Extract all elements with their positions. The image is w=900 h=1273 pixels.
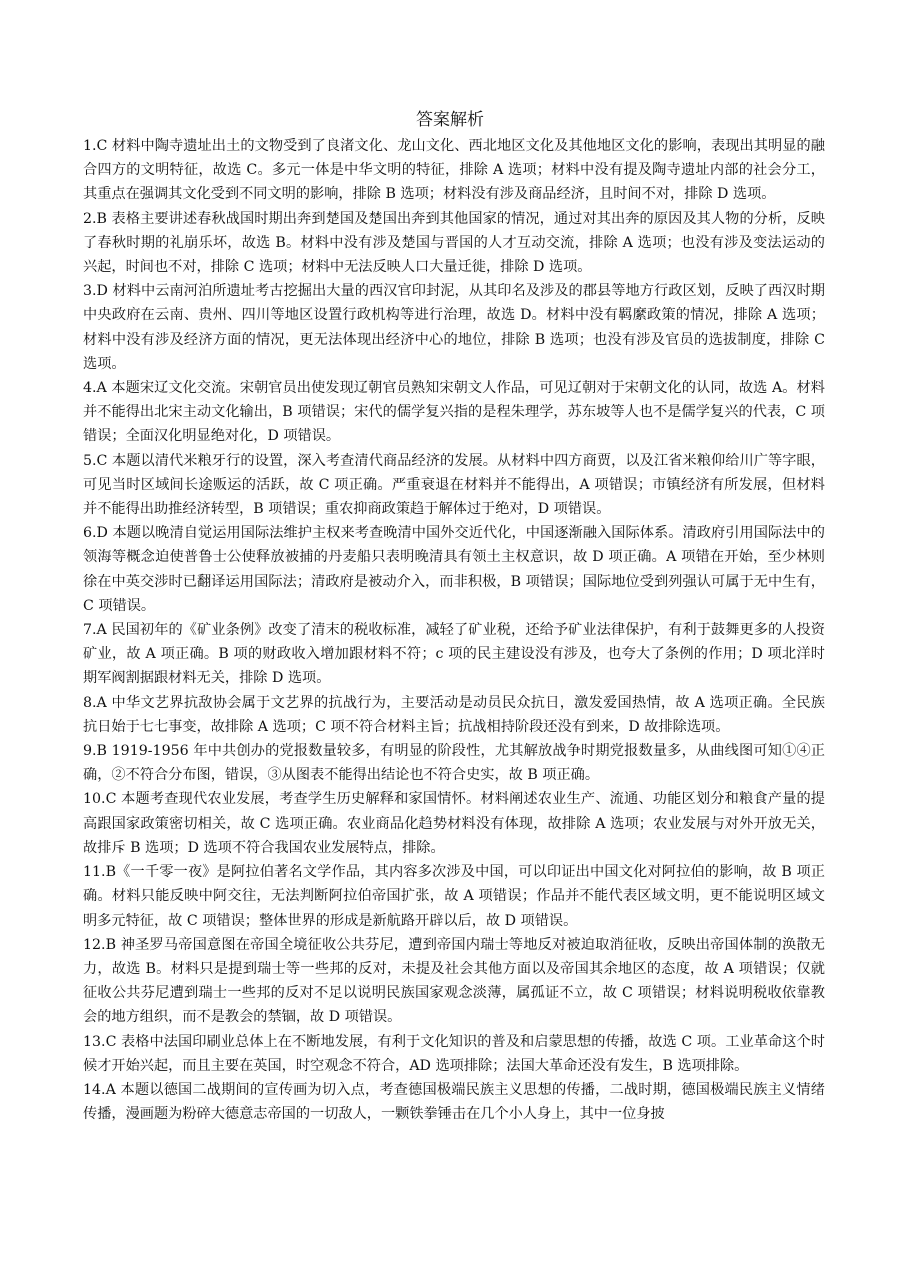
answer-item-3: 3.D 材料中云南河泊所遗址考古挖掘出大量的西汉官印封泥，从其印名及涉及的郡县等地方行政区划，反映了西汉时期中央政府在云南、贵州、四川等地区设置行政机构等进行治理，故选 D。材料中没有羁縻政策的情况，排除 A 选项；材料中没有涉及经济方面的情况，更无法体现出经济中心的地位，排除 B 选项；也没有涉及官员的选拔制度，排除 C 选项。	[83, 283, 825, 372]
answer-item-9: 9.B 1919-1956 年中共创办的党报数量较多，有明显的阶段性，尤其解放战争时期党报数量多，从曲线图可知①④正确，②不符合分布图，错误，③从图表不能得出结论也不符合史实，故 B 项正确。	[83, 743, 825, 784]
answer-item-1: 1.C 材料中陶寺遗址出土的文物受到了良渚文化、龙山文化、西北地区文化及其他地区文化的影响，表现出其明显的融合四方的文明特征，故选 C。多元一体是中华文明的特征，排除 A 选项；材料中没有提及陶寺遗址内部的社会分工，其重点在强调其文化受到不同文明的影响，排除 B 选项；材料没有涉及商品经济，且时间不对，排除 D 选项。	[83, 138, 825, 203]
page-title: 答案解析	[416, 110, 484, 130]
answer-item-2: 2.B 表格主要讲述春秋战国时期出奔到楚国及楚国出奔到其他国家的情况，通过对其出奔的原因及其人物的分析，反映了春秋时期的礼崩乐坏，故选 B。材料中没有涉及楚国与晋国的人才互动交流，排除 A 选项；也没有涉及变法运动的兴起，时间也不对，排除 C 选项；材料中无法反映人口大量迁徙，排除 D 选项。	[83, 210, 825, 276]
answer-item-11: 11.B《一千零一夜》是阿拉伯著名文学作品，其内容多次涉及中国，可以印证出中国文化对阿拉伯的影响，故 B 项正确。材料只能反映中阿交往，无法判断阿拉伯帝国扩张，故 A 项错误；作品并不能代表区域文明，更不能说明区域文明多元特征，故 C 项错误；整体世界的形成是新航路开辟以后，故 D 项错误。	[83, 864, 825, 929]
answer-item-4: 4.A 本题宋辽文化交流。宋朝官员出使发现辽朝官员熟知宋朝文人作品，可见辽朝对于宋朝文化的认同，故选 A。材料并不能得出北宋主动文化输出，B 项错误；宋代的儒学复兴指的是程朱理学，苏东坡等人也不是儒学复兴的代表，C 项错误；全面汉化明显绝对化，D 项错误。	[83, 380, 825, 445]
answer-item-7: 7.A 民国初年的《矿业条例》改变了清末的税收标准，减轻了矿业税，还给予矿业法律保护，有利于鼓舞更多的人投资矿业，故 A 项正确。B 项的财政收入增加跟材料不符；c 项的民主建设没有涉及，也夸大了条例的作用；D 项北洋时期军阀割据跟材料无关，排除 D 选项。	[83, 622, 825, 687]
answer-item-8: 8.A 中华文艺界抗敌协会属于文艺界的抗战行为，主要活动是动员民众抗日，激发爱国热情，故 A 选项正确。全民族抗日始于七七事变，故排除 A 选项；C 项不符合材料主旨；抗战相持阶段还没有到来，D 故排除选项。	[83, 694, 825, 735]
answer-item-10: 10.C 本题考查现代农业发展，考查学生历史解释和家国情怀。材料阐述农业生产、流通、功能区划分和粮食产量的提高跟国家政策密切相关，故 C 选项正确。农业商品化趋势材料没有体现，故排除 A 选项；农业发展与对外开放无关，故排斥 B 选项；D 选项不符合我国农业发展特点，排除。	[83, 791, 825, 856]
answer-item-6: 6.D 本题以晚清自觉运用国际法维护主权来考查晚清中国外交近代化，中国逐渐融入国际体系。清政府引用国际法中的领海等概念迫使普鲁士公使释放被捕的丹麦船只表明晚清具有领土主权意识，故 D 项正确。A 项错在开始，至少林则徐在中英交涉时已翻译运用国际法；清政府是被动介入，而非积极，B 项错误；国际地位受到列强认可属于无中生有，C 项错误。	[83, 525, 825, 614]
answer-item-5: 5.C 本题以清代米粮牙行的设置，深入考查清代商品经济的发展。从材料中四方商贾，以及江省米粮仰给川广等字眼，可见当时区域间长途贩运的活跃，故 C 项正确。严重衰退在材料并不能得出，A 项错误；市镇经济有所发展，但材料并不能得出助推经济转型，B 项错误；重农抑商政策趋于解体过于绝对，D 项错误。	[83, 452, 825, 518]
answer-item-13: 13.C 表格中法国印刷业总体上在不断地发展，有利于文化知识的普及和启蒙思想的传播，故选 C 项。工业革命这个时候才开始兴起，而且主要在英国，时空观念不符合，AD 选项排除；法国大革命还没有发生，B 选项排除。	[83, 1033, 825, 1074]
answer-list	[83, 134, 825, 1126]
answer-item-14: 14.A 本题以德国二战期间的宣传画为切入点，考查德国极端民族主义思想的传播，二战时期，德国极端民族主义情绪传播，漫画题为粉碎大德意志帝国的一切敌人，一颗铁拳锤击在几个小人身上，其中一位身披	[83, 1081, 825, 1123]
answer-item-12: 12.B 神圣罗马帝国意图在帝国全境征收公共芬尼，遭到帝国内瑞士等地反对被迫取消征收，反映出帝国体制的涣散无力，故选 B。材料只是提到瑞士等一些邦的反对，未提及社会其他方面以及帝国其余地区的态度，故 A 项错误；仅就征收公共芬尼遭到瑞士一些邦的反对不足以说明民族国家观念淡薄，属孤证不立，故 C 项错误；材料说明税收依靠教会的地方组织，而不是教会的禁锢，故 D 项错误。	[83, 936, 825, 1026]
